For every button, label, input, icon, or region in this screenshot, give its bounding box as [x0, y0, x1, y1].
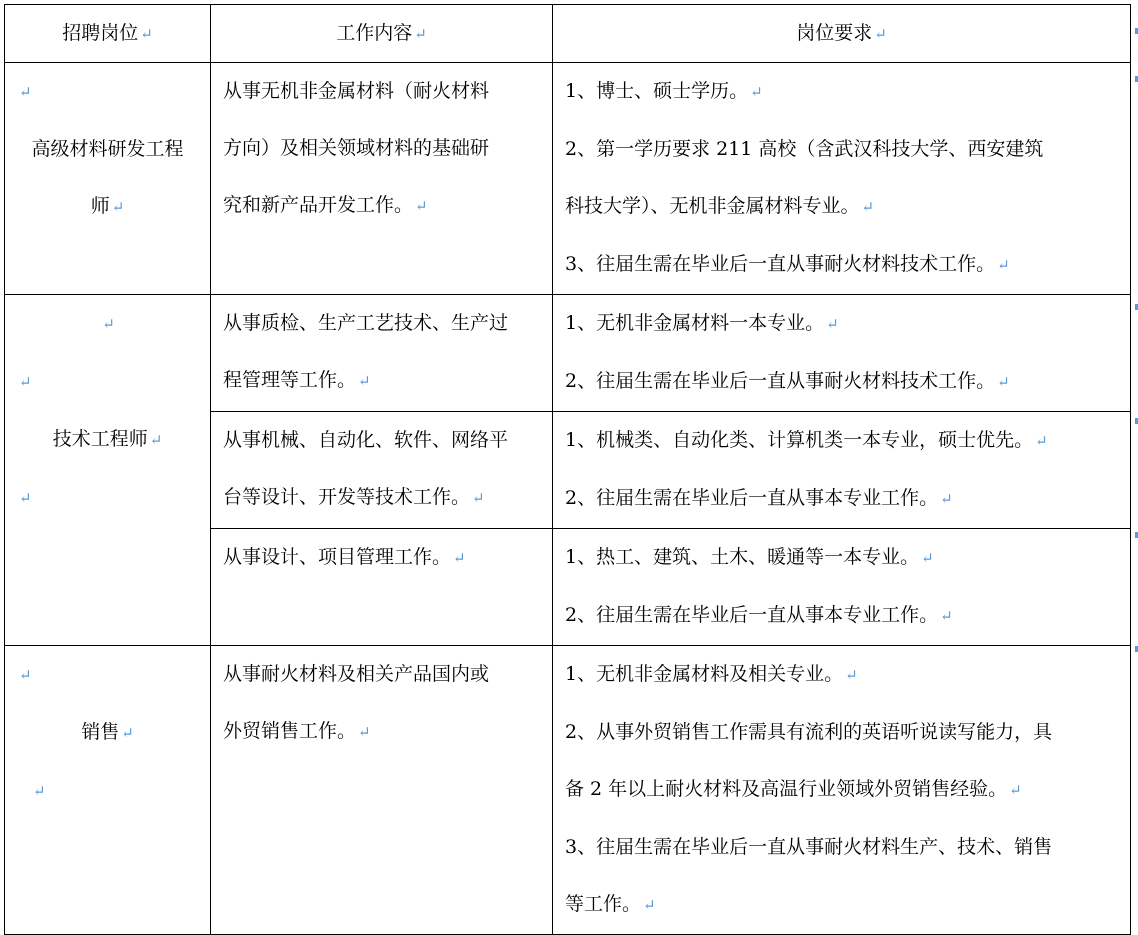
paragraph-mark-icon: ↵ — [643, 896, 656, 914]
paragraph-mark-icon: ↵ — [921, 549, 934, 567]
paragraph-mark-icon: ↵ — [826, 315, 839, 333]
recruitment-table — [4, 4, 1131, 935]
paragraph-mark-icon: ↵ — [1035, 432, 1048, 450]
content-cell: 从事机械、自动化、软件、网络平 台等设计、开发等技术工作。 ↵ — [211, 412, 553, 529]
content-cell: 从事耐火材料及相关产品国内或 外贸销售工作。 ↵ — [211, 646, 553, 935]
paragraph-mark-icon: ↵ — [19, 83, 32, 101]
paragraph-mark-icon: ↵ — [358, 723, 371, 741]
table-row — [5, 646, 1131, 935]
paragraph-mark-icon: ↵ — [111, 198, 125, 216]
header-requirements: 岗位要求 ↵ — [553, 5, 1131, 63]
paragraph-mark-icon: ↵ — [121, 724, 134, 742]
requirements-cell: 1、博士、硕士学历。 ↵ 2、第一学历要求 211 高校（含武汉科技大学、西安建筑 科技大学）、无机非金属材料专业。 ↵ 3、往届生需在毕业后一直从事耐火材料技术工作。 ↵ — [553, 63, 1131, 295]
paragraph-mark-icon: ↵ — [19, 666, 32, 684]
paragraph-mark-icon: ↵ — [750, 83, 763, 101]
requirements-cell: 1、无机非金属材料及相关专业。 ↵ 2、从事外贸销售工作需具有流利的英语听说读写能力，具 备 2 年以上耐火材料及高温行业领域外贸销售经验。 ↵ 3、往届生需在毕业后一直从事耐火材料生产、技术、销售 等工作。 ↵ — [553, 646, 1131, 935]
content-cell: 从事质检、生产工艺技术、生产过 程管理等工作。 ↵ — [211, 295, 553, 412]
requirements-cell: 1、无机非金属材料一本专业。 ↵ 2、往届生需在毕业后一直从事耐火材料技术工作。 ↵ — [553, 295, 1131, 412]
paragraph-mark-icon: ↵ — [453, 549, 466, 567]
paragraph-mark-icon: ↵ — [414, 25, 427, 43]
content-cell: 从事设计、项目管理工作。 ↵ — [211, 529, 553, 646]
paragraph-mark-icon: ↵ — [997, 373, 1010, 391]
paragraph-mark-icon: ↵ — [149, 431, 163, 449]
position-cell: ↵ 销售 ↵ ↵ — [5, 646, 211, 935]
requirements-cell: 1、热工、建筑、土木、暖通等一本专业。 ↵ 2、往届生需在毕业后一直从事本专业工作。 ↵ — [553, 529, 1131, 646]
paragraph-mark-icon: ↵ — [415, 197, 428, 215]
paragraph-mark-icon: ↵ — [472, 489, 485, 507]
paragraph-mark-icon: ↵ — [358, 372, 371, 390]
paragraph-mark-icon: ↵ — [940, 607, 953, 625]
paragraph-mark-icon: ↵ — [997, 256, 1010, 274]
position-cell: ↵ 高级材料研发工程 师 ↵ — [5, 63, 211, 295]
table-row — [5, 63, 1131, 295]
paragraph-mark-icon: ↵ — [845, 666, 858, 684]
paragraph-mark-icon: ↵ — [140, 25, 153, 43]
header-content: 工作内容 ↵ — [211, 5, 553, 63]
table-row — [5, 295, 1131, 412]
header-position: 招聘岗位 ↵ — [5, 5, 211, 63]
paragraph-mark-icon: ↵ — [874, 25, 887, 43]
paragraph-mark-icon: ↵ — [33, 782, 46, 800]
paragraph-mark-icon: ↵ — [19, 373, 32, 391]
paragraph-mark-icon: ↵ — [940, 490, 953, 508]
paragraph-mark-icon: ↵ — [861, 198, 875, 216]
header-row — [5, 5, 1131, 63]
position-cell: ↵ ↵ 技术工程师 ↵ ↵ — [5, 295, 211, 646]
requirements-cell: 1、机械类、自动化类、计算机类一本专业，硕士优先。 ↵ 2、往届生需在毕业后一直从事本专业工作。 ↵ — [553, 412, 1131, 529]
paragraph-mark-icon: ↵ — [1009, 781, 1022, 799]
paragraph-mark-icon: ↵ — [102, 315, 115, 333]
paragraph-mark-icon: ↵ — [19, 489, 32, 507]
content-cell: 从事无机非金属材料（耐火材料 方向）及相关领域材料的基础研 究和新产品开发工作。 ↵ — [211, 63, 553, 295]
